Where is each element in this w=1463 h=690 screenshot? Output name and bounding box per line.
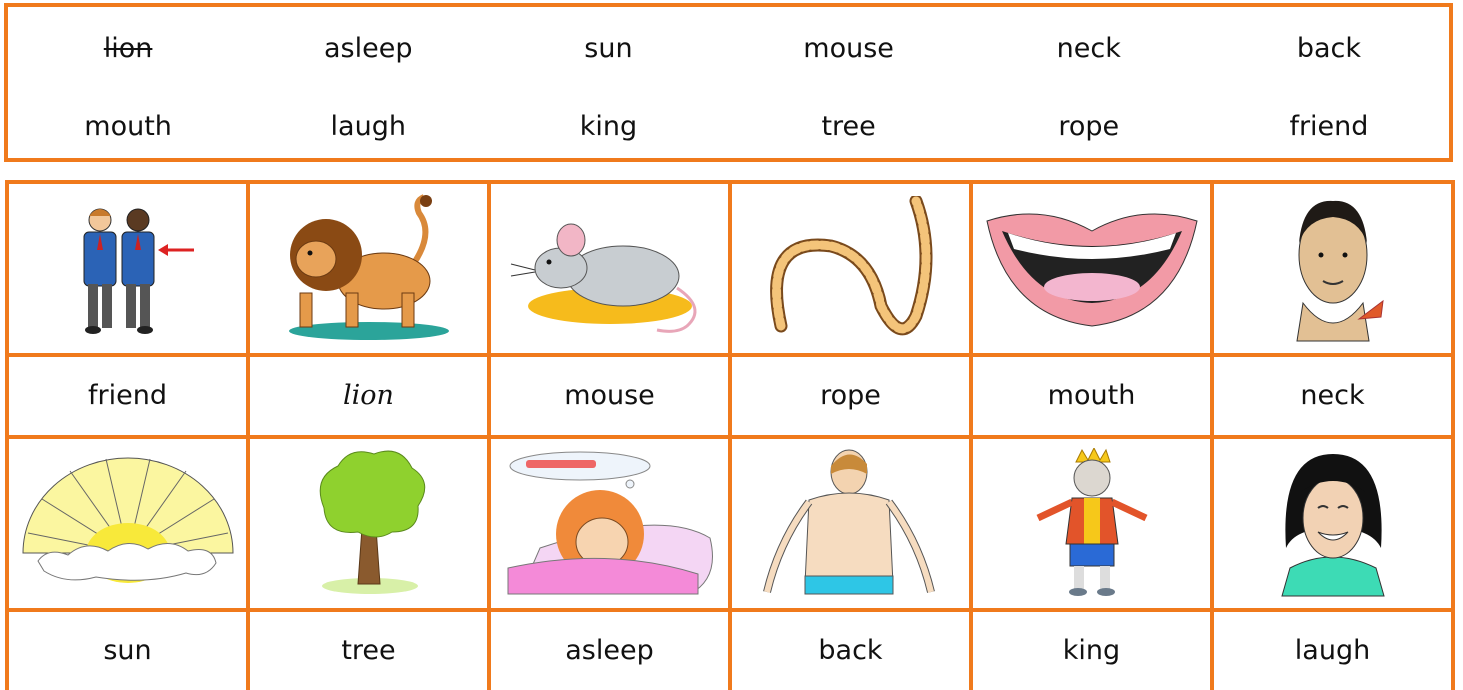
word-bank-word: tree — [821, 111, 876, 142]
picture-word-grid — [5, 180, 1455, 690]
sun-icon — [18, 453, 238, 593]
label-cell: rope — [730, 355, 971, 437]
friends-icon — [58, 198, 198, 338]
label-cell: tree — [248, 610, 489, 690]
word-bank-word: king — [579, 111, 638, 142]
label-cell: sun — [7, 610, 248, 690]
laugh-icon — [1268, 448, 1398, 598]
word-bank-word: mouse — [803, 33, 894, 64]
king-icon — [1032, 448, 1152, 598]
label-cell: laugh — [1212, 610, 1453, 690]
picture-cell — [248, 437, 489, 610]
word-bank-word: neck — [1056, 33, 1121, 64]
picture-cell — [7, 437, 248, 610]
asleep-icon — [500, 448, 720, 598]
back-icon — [761, 448, 941, 598]
label-row-2 — [7, 610, 1453, 690]
picture-cell — [1212, 182, 1453, 355]
label-cell: lion — [248, 355, 489, 437]
picture-cell — [730, 182, 971, 355]
neck-icon — [1273, 193, 1393, 343]
picture-cell — [1212, 437, 1453, 610]
word-bank — [4, 3, 1453, 162]
picture-cell — [971, 182, 1212, 355]
mouse-icon — [505, 198, 715, 338]
picture-cell — [489, 437, 730, 610]
word-bank-word: mouth — [84, 111, 172, 142]
word-bank-word: lion — [103, 33, 153, 64]
label-cell: back — [730, 610, 971, 690]
label-cell: king — [971, 610, 1212, 690]
picture-cell — [730, 437, 971, 610]
word-bank-word: friend — [1289, 111, 1369, 142]
picture-row-2 — [7, 437, 1453, 610]
word-bank-word: asleep — [324, 33, 413, 64]
label-cell: neck — [1212, 355, 1453, 437]
picture-cell — [7, 182, 248, 355]
label-cell: asleep — [489, 610, 730, 690]
picture-cell — [489, 182, 730, 355]
word-bank-word: rope — [1058, 111, 1120, 142]
picture-cell — [248, 182, 489, 355]
label-cell: mouth — [971, 355, 1212, 437]
word-bank-word: back — [1296, 33, 1362, 64]
word-bank-word: laugh — [330, 111, 406, 142]
mouth-icon — [982, 203, 1202, 333]
label-cell: friend — [7, 355, 248, 437]
picture-cell — [971, 437, 1212, 610]
word-bank-row-1 — [8, 29, 1449, 69]
label-row-1 — [7, 355, 1453, 437]
lion-icon — [274, 193, 464, 343]
picture-row-1 — [7, 182, 1453, 355]
tree-icon — [304, 448, 434, 598]
word-bank-word: sun — [584, 33, 633, 64]
word-bank-row-2 — [8, 107, 1449, 147]
label-cell: mouse — [489, 355, 730, 437]
rope-icon — [751, 196, 951, 341]
